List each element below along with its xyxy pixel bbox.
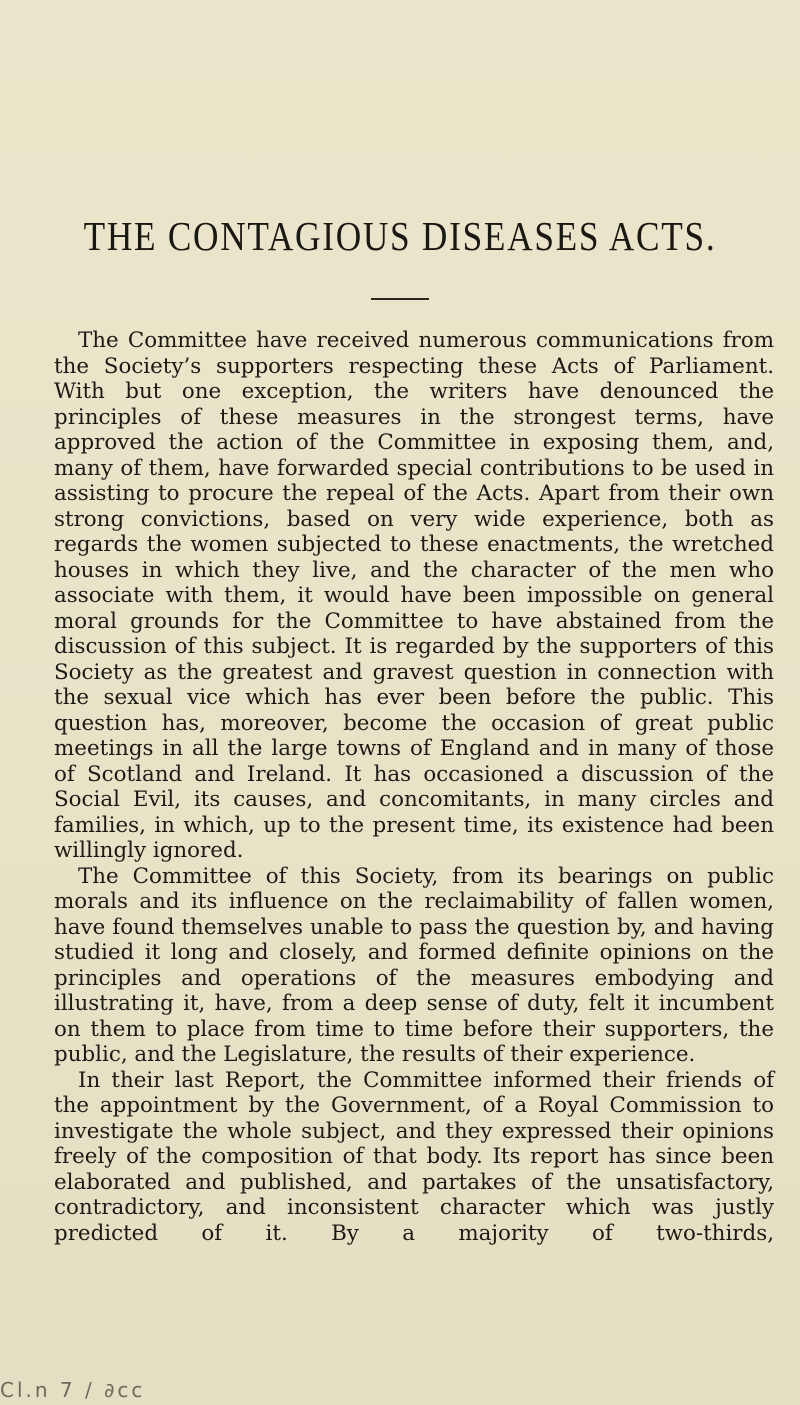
paragraph-3: In their last Report, the Committee informed their friends of the appointment by the Government, of a Royal Commission to investigate the whole subject, and they expressed their opinions freely of the composition of that body. Its report has since been elaborated and published, and partakes of the unsatisfactory, contradictory, and inconsistent character which was justly predicted of it. By a majority of two-thirds, bbox=[54, 1067, 774, 1246]
handwritten-margin-note: Cl.n 7 / ∂cc bbox=[0, 1378, 146, 1402]
page-title: THE CONTAGIOUS DISEASES ACTS. bbox=[83, 213, 717, 259]
paragraph-2: The Committee of this Society, from its bearings on public morals and its influence on the reclaimability of fallen women, have found themselves unable to pass the question by, and having studied it long and closely, and formed definite opinions on the principles and operations of the measures embodying and illustrating it, have, from a deep sense of duty, felt it incumbent on them to place from time to time before their supporters, the public, and the Legislature, the results of their experience. bbox=[54, 863, 774, 1067]
body-text bbox=[54, 328, 774, 1246]
title-divider bbox=[371, 298, 429, 300]
paragraph-1: The Committee have received numerous communications from the Society’s supporters respecting these Acts of Parliament. With but one exception, the writers have denounced the principles of these measures in the strongest terms, have approved the action of the Committee in exposing them, and, many of them, have forwarded special contributions to be used in assisting to procure the repeal of the Acts. Apart from their own strong convictions, based on very wide experience, both as regards the women subjected to these enactments, the wretched houses in which they live, and the character of the men who associate with them, it would have been impossible on general moral grounds for the Committee to have abstained from the discussion of this subject. It is regarded by the supporters of this Society as the greatest and gravest question in connection with the sexual vice which has ever been before the public. This question has, moreover, become the occasion of great public meetings in all the large towns of England and in many of those of Scotland and Ireland. It has occasioned a discussion of the Social Evil, its causes, and concomitants, in many circles and families, in which, up to the present time, its existence had been willingly ignored. bbox=[54, 328, 774, 863]
